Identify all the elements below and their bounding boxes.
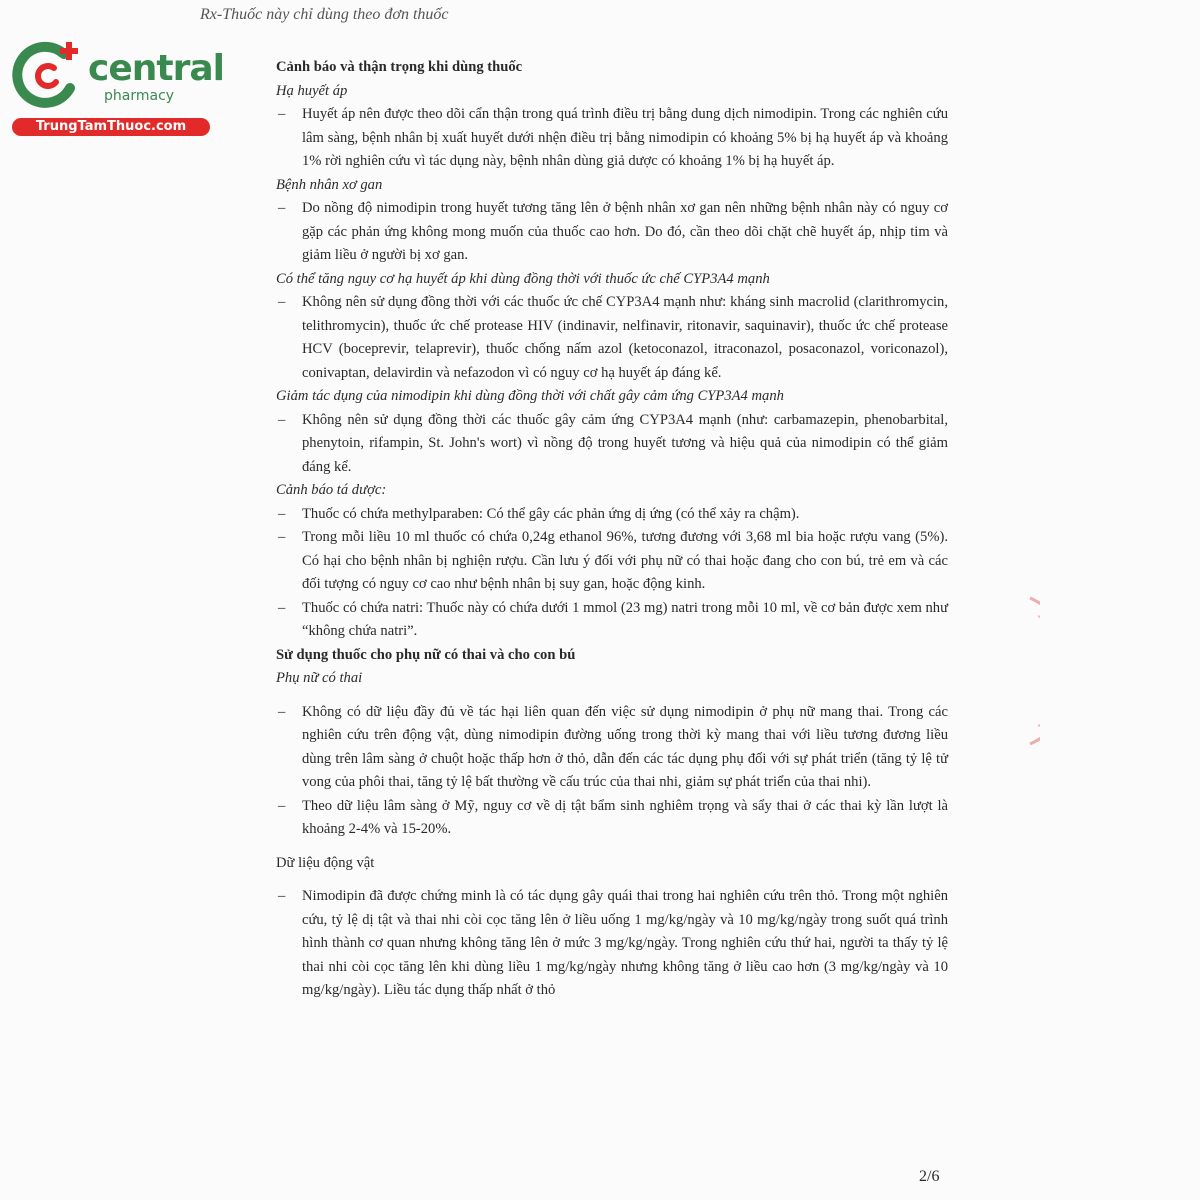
subheading: Hạ huyết áp	[276, 82, 348, 99]
logo-word: central	[88, 48, 224, 89]
subheading: Bệnh nhân xơ gan	[276, 176, 383, 193]
list-item: – Không nên sử dụng đồng thời với các thuốc ức chế CYP3A4 mạnh như: kháng sinh macrolid (clarithromycin, telithromycin), thuốc ức chế protease HIV (indinavir, nelfinavir, ritonavir, saquinavir), thuốc ức chế protease HCV (boceprevir, telaprevir), thuốc chống nấm azol (ketoconazol, itraconazol, posaconazol, voriconazol), conivaptan, delavirdin và nefazodon vì có nguy cơ hạ huyết áp đáng kể.	[278, 294, 948, 381]
list-item: – Không có dữ liệu đầy đủ về tác hại liên quan đến việc sử dụng nimodipin ở phụ nữ mang thai. Trong các nghiên cứu trên động vật, dùng nimodipin đường uống trong thời kỳ mang thai với liều tương đương liều dùng trên lâm sàng ở chuột hoặc thấp hơn ở thỏ, dẫn đến các tác dụng phụ đối với sự phát triển (tăng tỷ lệ tử vong của phôi thai, tăng tỷ lệ bất thường về cấu trúc của thai nhi, giảm sự phát triển của thai nhi).	[278, 703, 948, 790]
logo-site: TrungTamThuoc.com	[12, 118, 210, 136]
central-pharmacy-logo	[12, 38, 224, 138]
list-item: – Thuốc có chứa natri: Thuốc này có chứa dưới 1 mmol (23 mg) natri trong mỗi 10 ml, về cơ bản được xem như “không chứa natri”.	[278, 599, 948, 639]
red-stamp-fragment	[1000, 596, 1040, 746]
list-item: – Huyết áp nên được theo dõi cẩn thận trong quá trình điều trị bằng dung dịch nimodipin. Trong các nghiên cứu lâm sàng, bệnh nhân bị xuất huyết dưới nhện điều trị bằng nimodipin có khoảng 5% bị hạ huyết áp và khoảng 1% rời nghiên cứu vì tác dụng này, bệnh nhân dùng giả dược có khoảng 1% bị hạ huyết áp.	[278, 106, 948, 169]
list-item: – Thuốc có chứa methylparaben: Có thể gây các phản ứng dị ứng (có thể xảy ra chậm).	[278, 505, 800, 522]
page-number: 2/6	[919, 1168, 940, 1185]
animal-data-heading: Dữ liệu động vật	[276, 854, 375, 871]
document-body	[276, 56, 948, 1003]
list-item: – Theo dữ liệu lâm sàng ở Mỹ, nguy cơ về dị tật bẩm sinh nghiêm trọng và sẩy thai ở các thai kỳ lần lượt là khoảng 2-4% và 15-20%.	[278, 797, 948, 837]
subheading: Giảm tác dụng của nimodipin khi dùng đồng thời với chất gây cảm ứng CYP3A4 mạnh	[276, 388, 784, 404]
logo-sub: pharmacy	[104, 88, 175, 104]
list-item: – Do nồng độ nimodipin trong huyết tương tăng lên ở bệnh nhân xơ gan nên những bệnh nhân này có nguy cơ gặp các phản ứng không mong muốn của thuốc cao hơn. Do đó, cần theo dõi chặt chẽ huyết áp, nhịp tim và giảm liều ở người bị xơ gan.	[278, 200, 948, 263]
list-item: – Không nên sử dụng đồng thời các thuốc gây cảm ứng CYP3A4 mạnh (như: carbamazepin, phenobarbital, phenytoin, rifampin, St. John's wort) vì nồng độ trong huyết tương và hiệu quả của nimodipin có thể giảm đáng kể.	[278, 411, 948, 475]
list-item: – Trong mỗi liều 10 ml thuốc có chứa 0,24g ethanol 96%, tương đương với 3,68 ml bia hoặc rượu vang (5%). Có hại cho bệnh nhân bị nghiện rượu. Cần lưu ý đối với phụ nữ có thai hoặc đang cho con bú, trẻ em và các đối tượng có nguy cơ cao như bệnh nhân bị suy gan, hoặc động kinh.	[278, 529, 948, 592]
list-item: – Nimodipin đã được chứng minh là có tác dụng gây quái thai trong hai nghiên cứu trên thỏ. Trong một nghiên cứu, tỷ lệ dị tật và thai nhi còi cọc tăng lên ở liều uống 1 mg/kg/ngày và 10 mg/kg/ngày trong suốt quá trình hình thành cơ quan nhưng không tăng lên ở mức 3 mg/kg/ngày. Trong nghiên cứu thứ hai, người ta thấy tỷ lệ thai nhi còi cọc tăng lên khi dùng liều 1 mg/kg/ngày nhưng không tăng ở liều cao hơn (3 mg/kg/ngày và 10 mg/kg/ngày). Liều tác dụng thấp nhất ở thỏ	[278, 888, 948, 998]
subheading: Phụ nữ có thai	[276, 670, 363, 686]
section-title-warnings: Cảnh báo và thận trọng khi dùng thuốc	[276, 59, 523, 75]
subheading: Có thể tăng nguy cơ hạ huyết áp khi dùng đồng thời với thuốc ức chế CYP3A4 mạnh	[276, 270, 770, 287]
prescription-note: Rx-Thuốc này chỉ dùng theo đơn thuốc	[200, 6, 449, 23]
pharmacy-cross-icon	[12, 38, 84, 110]
section-title-pregnancy: Sử dụng thuốc cho phụ nữ có thai và cho con bú	[276, 646, 576, 663]
subheading: Cảnh báo tá dược:	[276, 482, 387, 498]
